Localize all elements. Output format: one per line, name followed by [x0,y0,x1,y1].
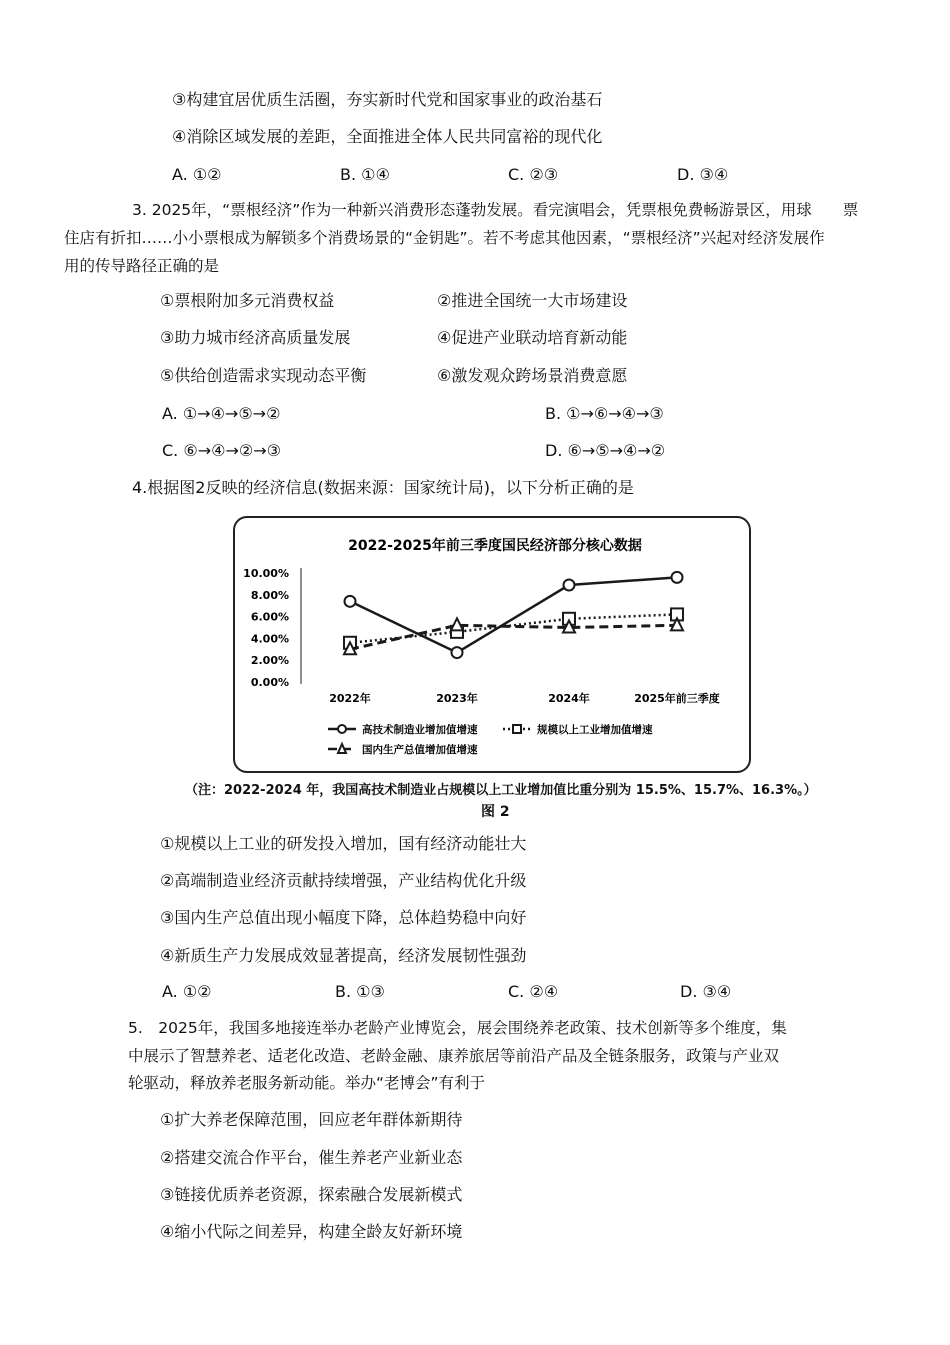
q3-option-a: A. ①→④→⑤→② [162,404,281,423]
q5-item-1: ①扩大养老保障范围，回应老年群体新期待 [160,1110,463,1129]
x-axis-tick-labels [329,691,720,705]
q3-item-2: ②推进全国统一大市场建设 [437,291,628,310]
data-point-high-tech [452,647,463,658]
q3-option-b: B. ①→⑥→④→③ [545,404,664,423]
chart-legend [328,723,653,756]
q4-option-a: A. ①② [162,982,212,1001]
data-point-high-tech [564,579,575,590]
y-tick-label: 6.00% [250,610,289,624]
y-axis-tick-labels [243,567,289,689]
legend-marker-triangle [338,744,346,753]
series-line-3 [350,625,677,649]
figure-note: （注：2022-2024 年，我国高技术制造业占规模以上工业增加值比重分别为 15.5%、15.7%、16.3%。） [185,783,817,798]
q5-stem-line3: 轮驱动，释放养老服务新动能。举办“老博会”有利于 [128,1074,486,1092]
y-tick-label: 4.00% [250,632,289,646]
q3-stem-line3: 用的传导路径正确的是 [64,257,220,275]
y-tick-label: 8.00% [250,588,289,602]
q3-item-1: ①票根附加多元消费权益 [160,291,335,310]
x-tick-label: 2024年 [548,692,590,705]
q4-item-4: ④新质生产力发展成效显著提高，经济发展韧性强劲 [160,946,527,965]
legend-label: 规模以上工业增加值增速 [537,724,653,736]
q5-item-3: ③链接优质养老资源，探索融合发展新模式 [160,1185,463,1204]
data-point-high-tech [672,572,683,583]
q5-item-2: ②搭建交流合作平台，催生养老产业新业态 [160,1148,463,1167]
legend-label: 高技术制造业增加值增速 [362,724,478,736]
x-tick-label: 2023年 [436,692,478,705]
q3-item-3: ③助力城市经济高质量发展 [160,328,351,347]
q3-option-c: C. ⑥→④→②→③ [162,441,281,460]
q3-item-5: ⑤供给创造需求实现动态平衡 [160,366,367,385]
y-tick-label: 2.00% [250,654,289,668]
q5-stem-line1: 5. 2025年，我国多地接连举办老龄产业博览会，展会围绕养老政策、技术创新等多个维度，集 [128,1019,787,1037]
y-tick-label: 10.00% [243,567,289,580]
q4-item-3: ③国内生产总值出现小幅度下降，总体趋势稳中向好 [160,908,527,927]
legend-label: 国内生产总值增加值增速 [362,744,478,756]
x-tick-label: 2022年 [329,692,371,705]
q2-option-a: A. ①② [172,165,222,184]
y-tick-label: 0.00% [250,676,289,689]
q3-item-4: ④促进产业联动培育新动能 [437,328,628,347]
q5-stem-line2: 中展示了智慧养老、适老化改造、老龄金融、康养旅居等前沿产品及全链条服务，政策与产业双 [128,1047,780,1065]
chart-title: 2022-2025年前三季度国民经济部分核心数据 [348,538,642,554]
q4-option-d: D. ③④ [680,982,732,1001]
q5-item-4: ④缩小代际之间差异，构建全龄友好新环境 [160,1222,463,1241]
series-layer [344,572,683,658]
figure-2-chart [233,516,751,773]
q4-item-2: ②高端制造业经济贡献持续增强，产业结构优化升级 [160,871,527,890]
series-line-1 [350,577,677,652]
data-point-high-tech [345,596,356,607]
q4-option-c: C. ②④ [508,982,559,1001]
figure-label: 图 2 [481,804,510,820]
q2-item-4: ④消除区域发展的差距，全面推进全体人民共同富裕的现代化 [172,127,603,146]
q2-item-3: ③构建宜居优质生活圈，夯实新时代党和国家事业的政治基石 [172,90,603,109]
q3-item-6: ⑥激发观众跨场景消费意愿 [437,366,628,385]
q2-option-c: C. ②③ [508,165,559,184]
x-tick-label: 2025年前三季度 [634,692,720,705]
q3-stem-line2: 住店有折扣……小小票根成为解锁多个消费场景的“金钥匙”。若不考虑其他因素，“票根经济”兴起对经济发展作 [64,229,825,247]
q3-stem-line1: 3. 2025年，“票根经济”作为一种新兴消费形态蓬勃发展。看完演唱会，凭票根免费畅游景区，用球 票 [132,201,859,219]
legend-marker-square [513,725,521,733]
q2-option-b: B. ①④ [340,165,390,184]
q2-option-d: D. ③④ [677,165,729,184]
q4-item-1: ①规模以上工业的研发投入增加，国有经济动能壮大 [160,834,527,853]
q4-option-b: B. ①③ [335,982,385,1001]
legend-marker-circle [338,725,346,733]
q3-option-d: D. ⑥→⑤→④→② [545,441,666,460]
q4-stem: 4.根据图2反映的经济信息(数据来源：国家统计局)，以下分析正确的是 [132,478,634,497]
